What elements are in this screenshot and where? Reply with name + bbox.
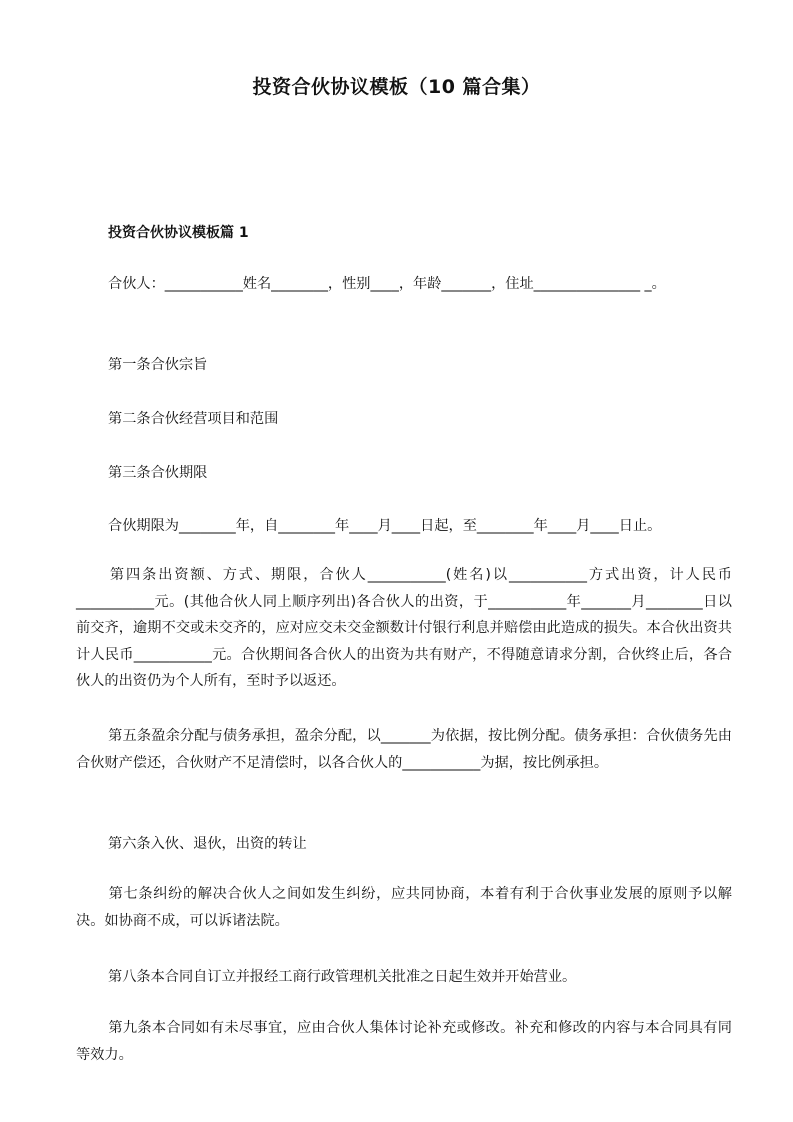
article-8-heading: 第八条本合同自订立并报经工商行政管理机关批准之日起生效并开始营业。 (108, 969, 577, 985)
article-5-text: 第五条盈余分配与债务承担，盈余分配，以_______为依据，按比例分配。债务承担：合伙债务先由合伙财产偿还，合伙财产不足清偿时，以各合伙人的___________为据，按比例承担。 (76, 728, 732, 771)
article-1-heading: 第一条合伙宗旨 (108, 357, 208, 373)
article-7-text: 第七条纠纷的解决合伙人之间如发生纠纷，应共同协商，本着有利于合伙事业发展的原则予以解决。如协商不成，可以诉诸法院。 (76, 886, 732, 929)
article-9-paragraph (76, 1015, 732, 1068)
section-title: 投资合伙协议模板篇 1 (108, 225, 249, 241)
term-paragraph: 合伙期限为________年，自________年____月____日起，至________年____月____日止。 (108, 518, 662, 534)
article-6-heading: 第六条入伙、退伙，出资的转让 (108, 836, 307, 852)
article-5-paragraph (76, 723, 732, 776)
document-title: 投资合伙协议模板（10 篇合集） (252, 76, 541, 98)
article-4-text: 第四条出资额、方式、期限，合伙人___________(姓名)以___________方式出资，计人民币___________元。(其他合伙人同上顺序列出)各合伙人的出资，于___________年_______月________日以前交齐，逾期不交或未交齐的，应对应交未交金额数计付银行利息并赔偿由此造成的损失。本合伙出资共计人民币___________元。合伙期间各合伙人的出资为共有财产，不得随意请求分割，合伙终止后，各合伙人的出资仍为个人所有，至时予以返还。 (76, 567, 732, 689)
partner-info-paragraph (76, 271, 732, 298)
article-9-text: 第九条本合同如有未尽事宜，应由合伙人集体讨论补充或修改。补充和修改的内容与本合同具有同等效力。 (76, 1020, 732, 1063)
article-7-paragraph (76, 881, 732, 934)
article-4-paragraph (76, 562, 732, 695)
article-2-heading: 第二条合伙经营项目和范围 (108, 411, 279, 427)
partner-info-text: 合伙人：___________姓名________，性别____，年龄_______，住址_______________ _。 (108, 276, 666, 292)
article-3-heading: 第三条合伙期限 (108, 465, 208, 481)
